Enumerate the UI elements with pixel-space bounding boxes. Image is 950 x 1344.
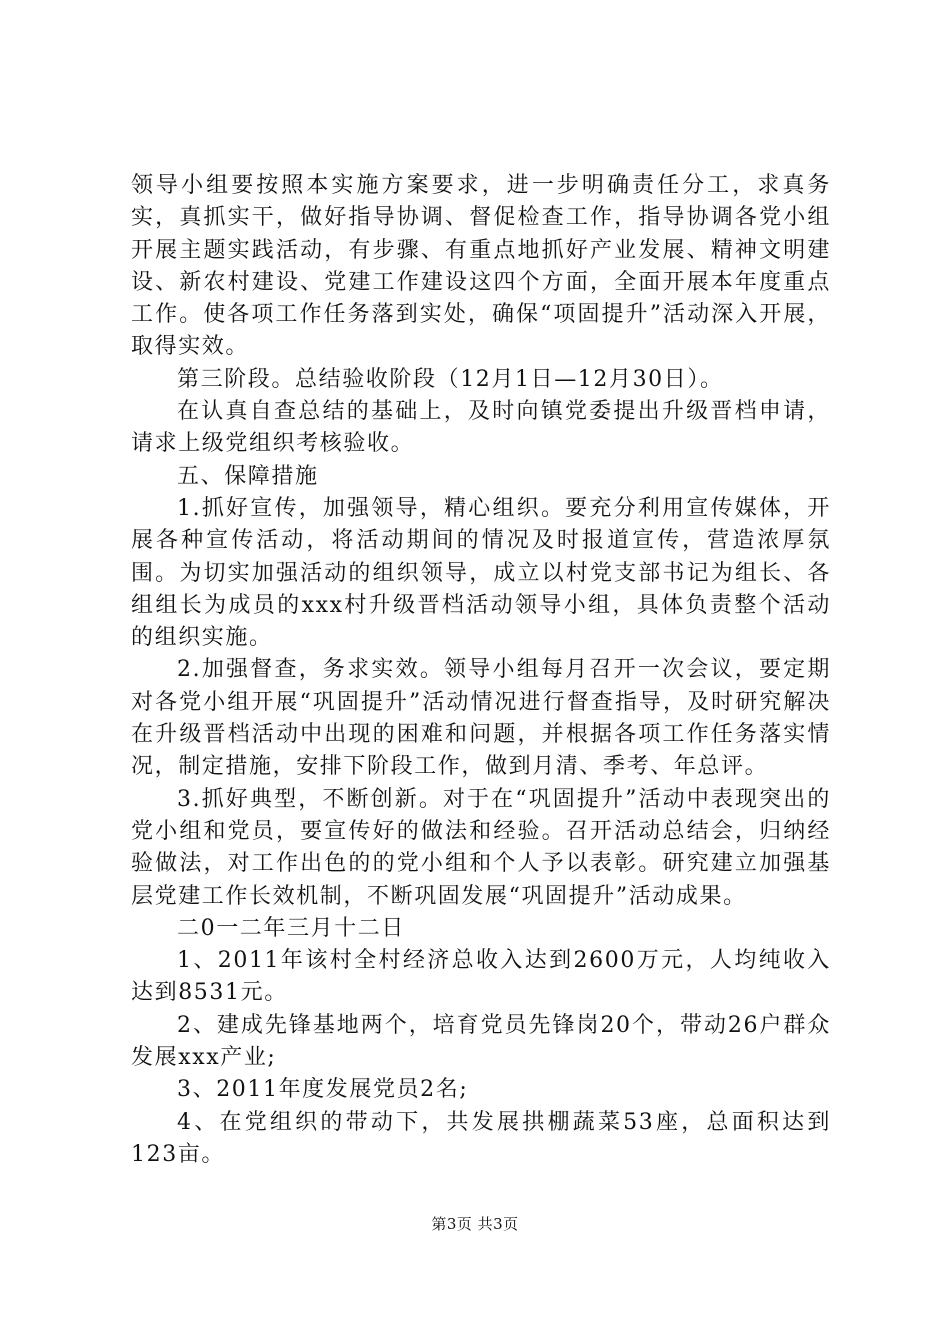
paragraph-5: 1.抓好宣传，加强领导，精心组织。要充分利用宣传媒体，开展各种宣传活动，将活动期间的情况及时报道宣传，营造浓厚氛围。为切实加强活动的组织领导，成立以村党支部书记为组长、各组组长为成员的xxx村升级晋档活动领导小组，具体负责整个活动的组织实施。 bbox=[131, 495, 831, 651]
list-item-2: 2、建成先锋基地两个，培育党员先锋岗20个，带动26户群众发展xxx产业; bbox=[131, 1012, 831, 1071]
paragraph-2: 第三阶段。总结验收阶段（12月1日—12月30日）。 bbox=[177, 366, 724, 392]
list-item-3: 3、2011年度发展党员2名; bbox=[177, 1077, 469, 1103]
document-date: 二0一二年三月十二日 bbox=[177, 915, 405, 941]
paragraph-1: 领导小组要按照本实施方案要求，进一步明确责任分工，求真务实，真抓实干，做好指导协调、督促检查工作，指导协调各党小组开展主题实践活动，有步骤、有重点地抓好产业发展、精神文明建设、新农村建设、党建工作建设这四个方面，全面开展本年度重点工作。使各项工作任务落到实处，确保“项固提升”活动深入开展，取得实效。 bbox=[131, 173, 831, 360]
paragraph-7: 3.抓好典型，不断创新。对于在“巩固提升”活动中表现突出的党小组和党员，要宣传好的做法和经验。召开活动总结会，归纳经验做法，对工作出色的的党小组和个人予以表彰。研究建立加强基层党建工作长效机制，不断巩固发展“巩固提升”活动成果。 bbox=[131, 786, 831, 909]
document-body bbox=[131, 170, 831, 1171]
list-item-1: 1、2011年该村全村经济总收入达到2600万元，人均纯收入达到8531元。 bbox=[131, 948, 831, 1006]
list-item-4: 4、在党组织的带动下，共发展拱棚蔬菜53座，总面积达到123亩。 bbox=[131, 1109, 831, 1167]
paragraph-3: 在认真自查总结的基础上，及时向镇党委提出升级晋档申请，请求上级党组织考核验收。 bbox=[131, 399, 831, 457]
paragraph-6: 2.加强督查，务求实效。领导小组每月召开一次会议，要定期对各党小组开展“巩固提升”活动情况进行督查指导，及时研究解决在升级晋档活动中出现的困难和问题，并根据各项工作任务落实情况，制定措施，安排下阶段工作，做到月清、季考、年总评。 bbox=[131, 657, 831, 780]
page-footer: 第3页 共3页 bbox=[431, 1215, 519, 1233]
section-heading-safeguards: 五、保障措施 bbox=[177, 463, 319, 489]
